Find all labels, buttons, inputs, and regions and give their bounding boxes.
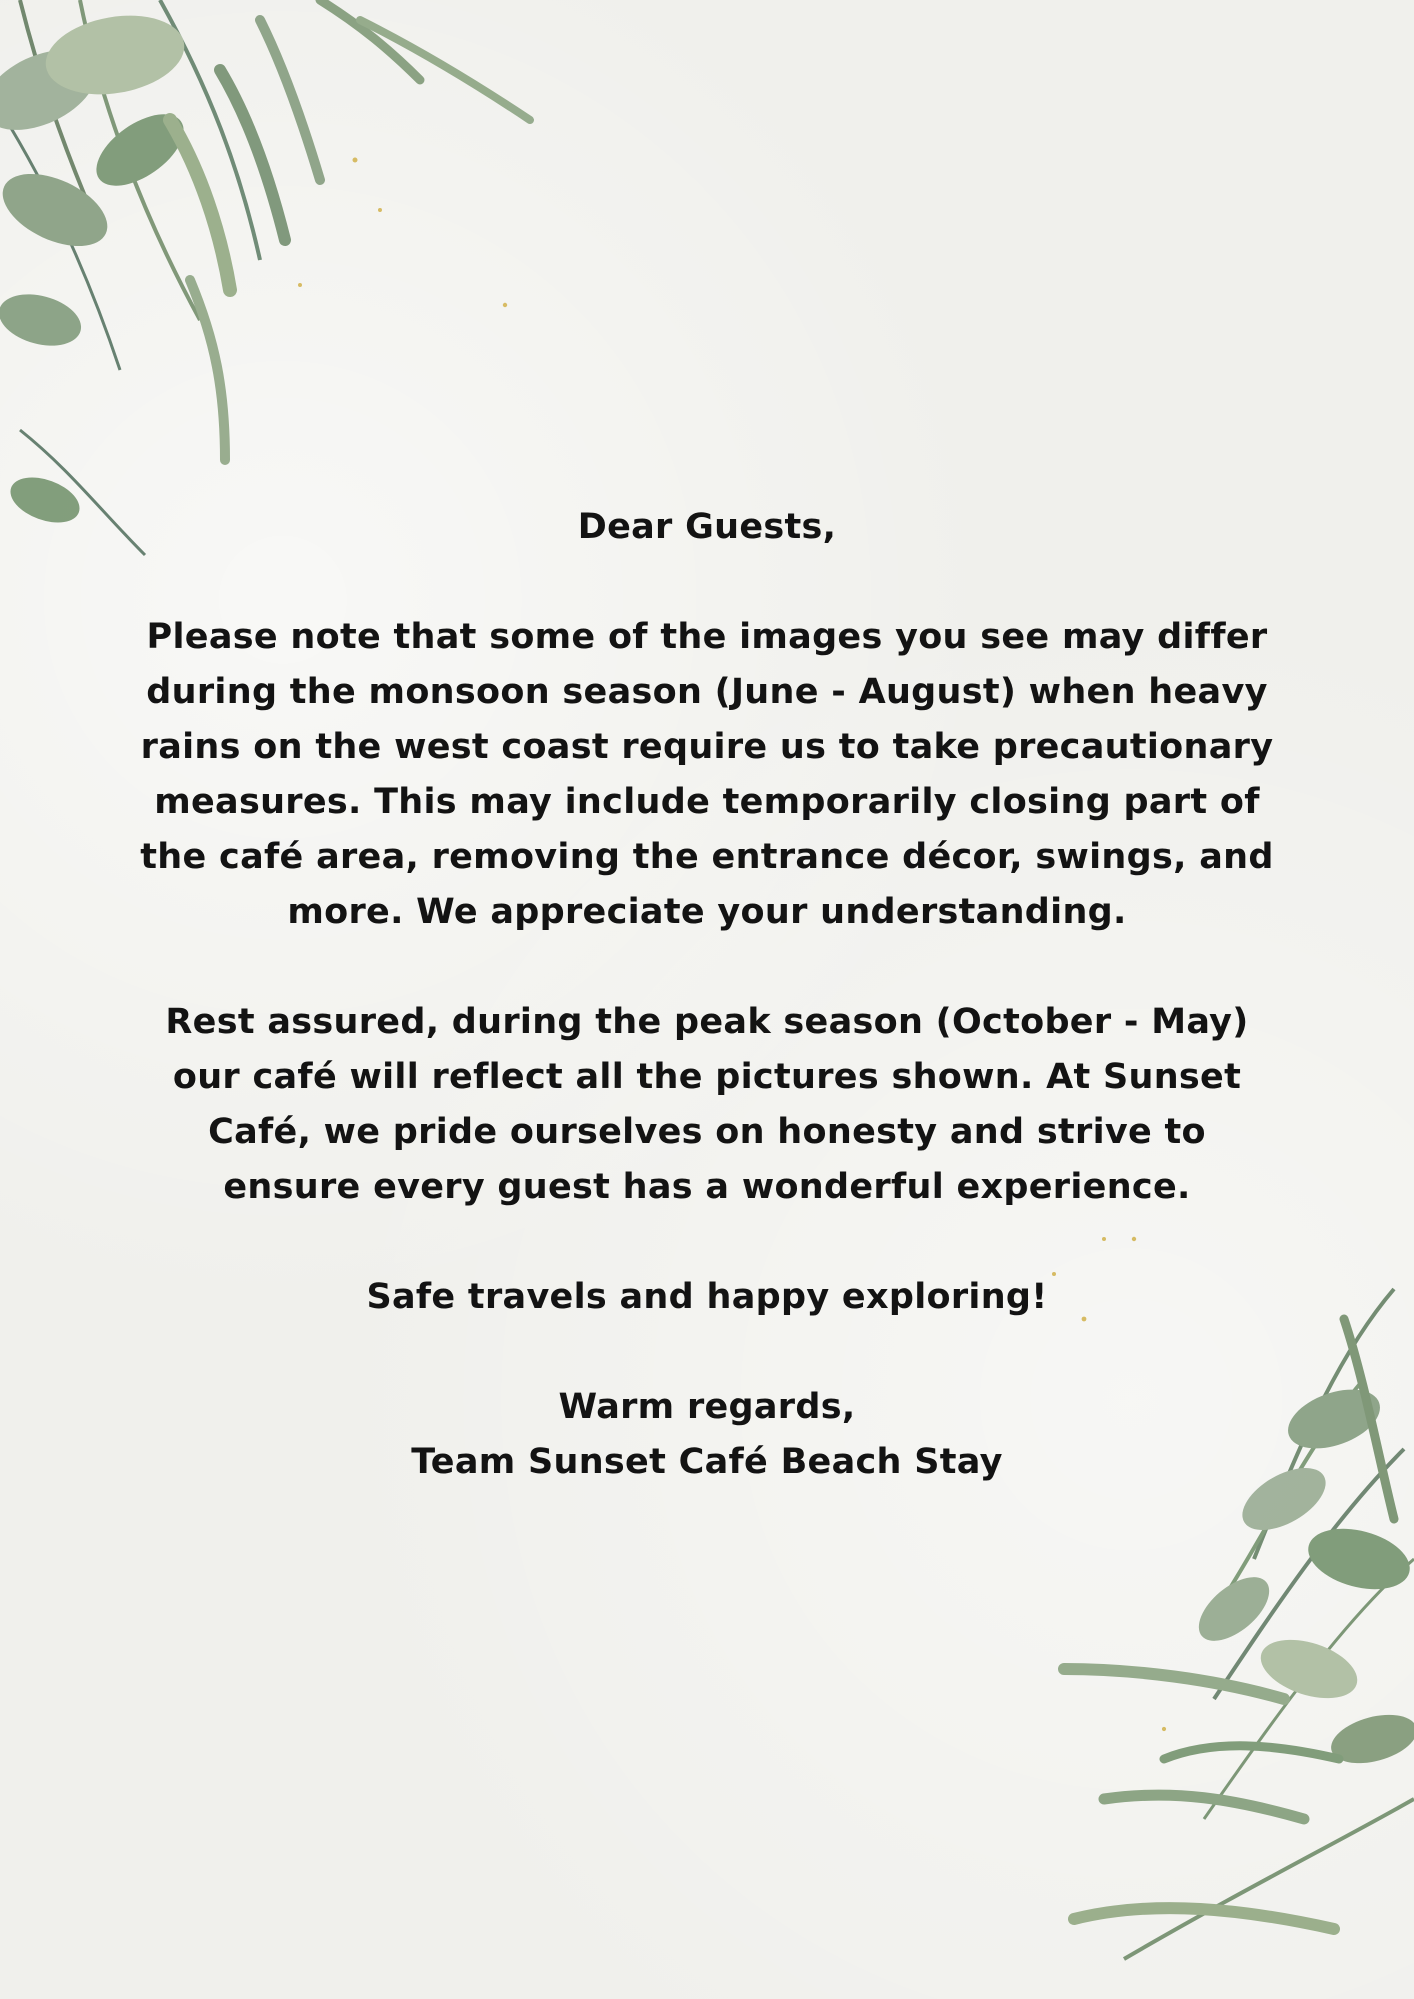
paragraph-spacer (140, 1215, 1274, 1270)
paragraph-peak-season: Rest assured, during the peak season (October - May) our café will reflect all the pictures shown. At Sunset Café, we pride ourselves on honesty and strive to ensure every guest has a wonderful experience. (165, 1002, 1249, 1207)
greeting: Dear Guests, (577, 507, 837, 547)
closing-line: Warm regards, (558, 1387, 856, 1427)
letter-body (140, 500, 1274, 1490)
farewell-line: Safe travels and happy exploring! (366, 1277, 1048, 1317)
signature-line: Team Sunset Café Beach Stay (411, 1442, 1003, 1482)
paragraph-spacer (140, 555, 1274, 610)
paragraph-monsoon-notice: Please note that some of the images you see may differ during the monsoon season (June - August) when heavy rains on the west coast require us to take precautionary measures. This may include temporarily closing part of the café area, removing the entrance décor, swings, and more. We appreciate your understanding. (140, 617, 1274, 932)
paragraph-spacer (140, 1325, 1274, 1380)
paragraph-spacer (140, 940, 1274, 995)
